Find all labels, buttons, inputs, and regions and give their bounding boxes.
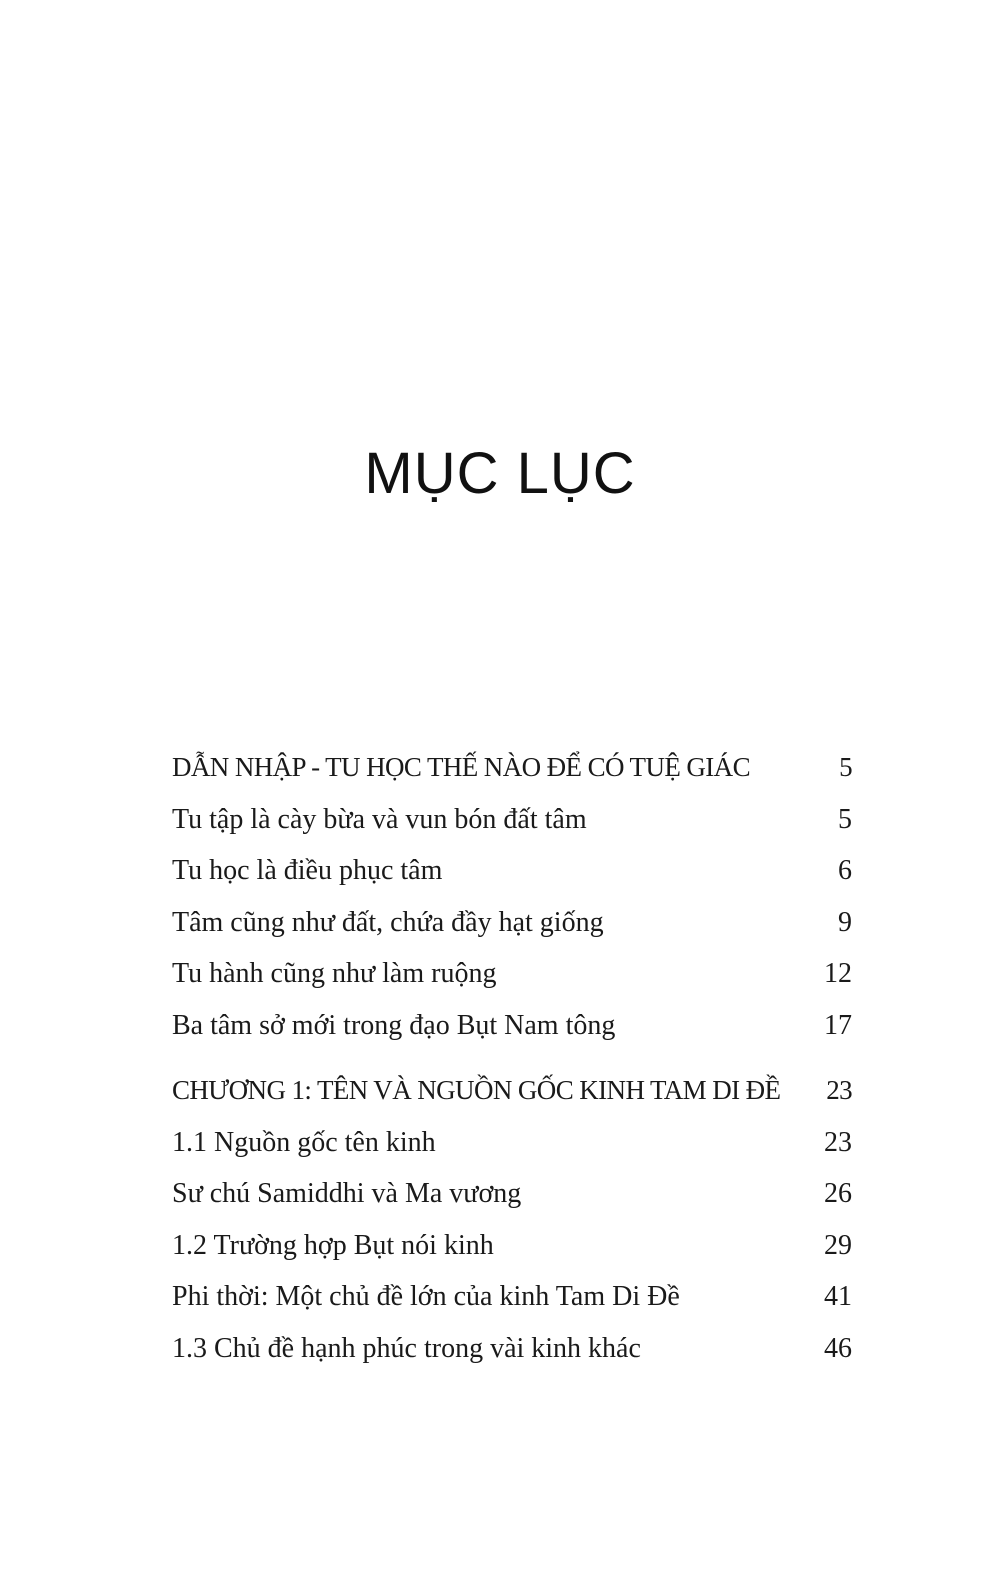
toc-entry[interactable] (172, 958, 852, 1010)
toc-entry-label: 1.1 Nguồn gốc tên kinh (172, 1126, 436, 1158)
page-title: MỤC LỤC (364, 441, 636, 506)
toc-entry-page: 17 (824, 1009, 852, 1041)
toc-entry-label: Sư chú Samiddhi và Ma vương (172, 1178, 522, 1209)
toc-entry[interactable] (172, 1127, 852, 1179)
toc-entry-label: Tu tập là cày bừa và vun bón đất tâm (172, 803, 587, 835)
toc-entry-page: 12 (824, 958, 852, 989)
toc-entry-label: Ba tâm sở mới trong đạo Bụt Nam tông (172, 1009, 616, 1041)
toc-entry-page: 23 (826, 1075, 852, 1105)
toc-entry-page: 23 (824, 1126, 852, 1158)
toc-entry-label: Phi thời: Một chủ đề lớn của kinh Tam Di Đề (172, 1281, 680, 1312)
toc-entry[interactable] (172, 1333, 852, 1385)
toc-entry[interactable] (172, 855, 852, 907)
toc-entry-page: 26 (824, 1178, 852, 1209)
toc-entry[interactable] (172, 1010, 852, 1062)
toc-entry-page: 6 (838, 855, 852, 886)
toc-entry-label: Tu học là điều phục tâm (172, 855, 443, 886)
toc-entry[interactable] (172, 1281, 852, 1333)
toc-entry-page: 29 (824, 1229, 852, 1261)
table-of-contents (172, 752, 852, 1384)
toc-entry[interactable] (172, 1178, 852, 1230)
toc-entry-page: 46 (824, 1332, 852, 1364)
toc-entry-label: DẪN NHẬP - TU HỌC THẾ NÀO ĐỂ CÓ TUỆ GIÁC (172, 752, 750, 782)
toc-entry-heading[interactable] (172, 752, 852, 804)
toc-entry-page: 5 (839, 752, 852, 782)
toc-entry-page: 5 (838, 803, 852, 835)
toc-entry-page: 41 (824, 1281, 852, 1312)
toc-entry-page: 9 (838, 906, 852, 938)
toc-entry-label: Tâm cũng như đất, chứa đầy hạt giống (172, 906, 604, 938)
toc-entry-label: 1.2 Trường hợp Bụt nói kinh (172, 1229, 494, 1261)
toc-entry[interactable] (172, 804, 852, 856)
toc-entry-label: 1.3 Chủ đề hạnh phúc trong vài kinh khác (172, 1332, 641, 1364)
toc-entry-heading[interactable] (172, 1075, 852, 1127)
toc-entry[interactable] (172, 907, 852, 959)
toc-entry-label: CHƯƠNG 1: TÊN VÀ NGUỒN GỐC KINH TAM DI ĐỀ (172, 1075, 781, 1105)
toc-entry[interactable] (172, 1230, 852, 1282)
toc-entry-label: Tu hành cũng như làm ruộng (172, 958, 497, 989)
